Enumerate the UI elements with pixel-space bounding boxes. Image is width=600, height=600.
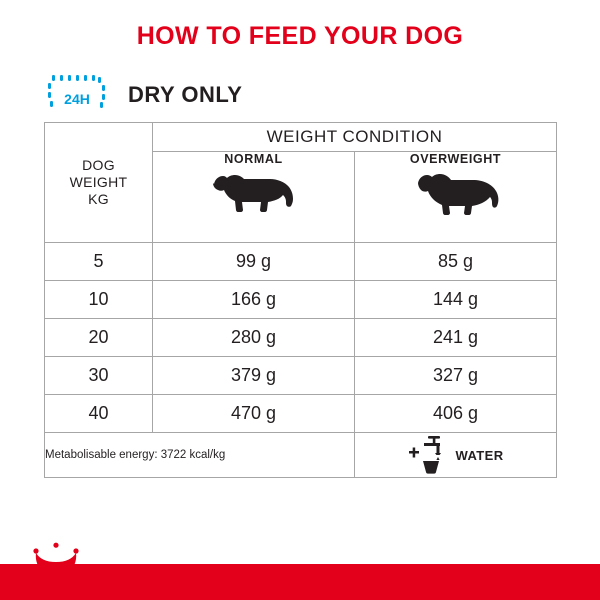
table-footer-row [45, 433, 557, 478]
cell-normal: 166 g [153, 281, 355, 319]
cell-overweight: 327 g [355, 357, 557, 395]
cell-weight: 5 [45, 243, 153, 281]
faucet-water-icon [408, 435, 450, 475]
royal-crown-icon [28, 542, 84, 576]
water-cell [355, 433, 557, 478]
dog-normal-silhouette [206, 170, 302, 218]
cell-overweight: 144 g [355, 281, 557, 319]
water-label: WATER [455, 447, 504, 463]
feeding-mode-subtitle: DRY ONLY [128, 82, 243, 107]
cell-normal: 379 g [153, 357, 355, 395]
cell-overweight: 85 g [355, 243, 557, 281]
cell-overweight: 406 g [355, 395, 557, 433]
cell-normal: 280 g [153, 319, 355, 357]
dog-weight-line-1: DOG [82, 157, 115, 173]
page-title: HOW TO FEED YOUR DOG [136, 22, 464, 50]
dog-weight-line-2: WEIGHT [69, 174, 128, 190]
column-normal [153, 152, 355, 243]
dog-weight-line-3: KG [88, 191, 109, 207]
bottom-brand-bar [0, 564, 600, 600]
cell-weight: 40 [45, 395, 153, 433]
table-row [45, 319, 557, 357]
badge-24h [48, 75, 106, 121]
cell-weight: 30 [45, 357, 153, 395]
table-header-row [45, 123, 557, 152]
cell-normal: 470 g [153, 395, 355, 433]
feeding-table [44, 122, 557, 478]
table-row [45, 243, 557, 281]
metabolisable-energy-note: Metabolisable energy: 3722 kcal/kg [45, 433, 355, 478]
table-row [45, 281, 557, 319]
weight-condition-header: WEIGHT CONDITION [153, 123, 557, 152]
column-overweight-label: OVERWEIGHT [409, 152, 502, 166]
column-normal-label: NORMAL [224, 152, 283, 166]
cell-weight: 10 [45, 281, 153, 319]
cell-normal: 99 g [153, 243, 355, 281]
dog-overweight-silhouette [408, 170, 504, 218]
dog-weight-header [45, 123, 153, 243]
table-row [45, 357, 557, 395]
svg-text:24H: 24H [64, 91, 90, 107]
cell-overweight: 241 g [355, 319, 557, 357]
table-row [45, 395, 557, 433]
column-overweight [355, 152, 557, 243]
cell-weight: 20 [45, 319, 153, 357]
feeding-table-container [44, 122, 556, 478]
